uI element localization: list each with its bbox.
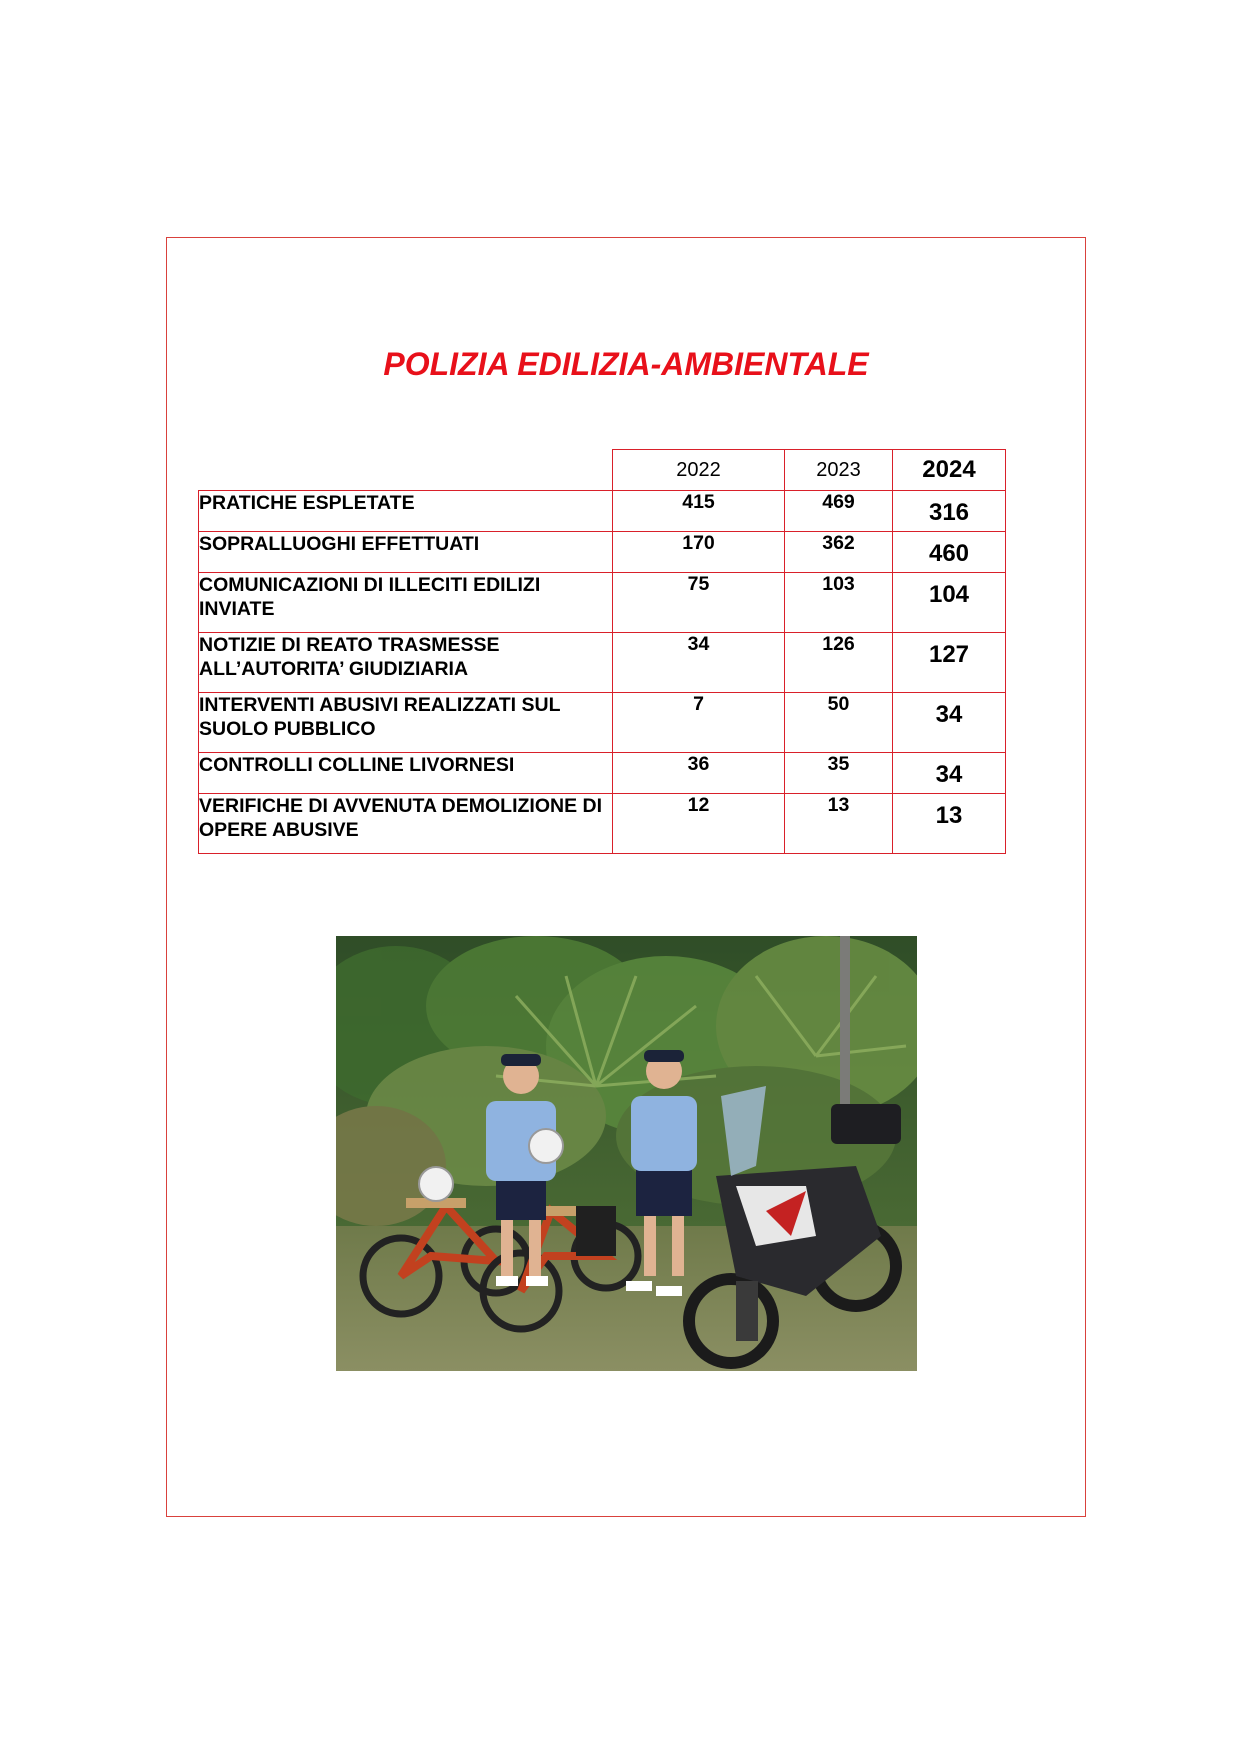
officers-with-bikes-photo [336,936,917,1371]
value-2023: 50 [785,693,893,753]
value-2023: 126 [785,633,893,693]
year-header-2024: 2024 [893,450,1006,491]
value-2022: 75 [613,573,785,633]
value-2024: 127 [893,633,1006,693]
value-2024: 104 [893,573,1006,633]
value-2023: 13 [785,794,893,854]
value-2024: 34 [893,693,1006,753]
table-header-blank [199,450,613,491]
row-label: PRATICHE ESPLETATE [199,491,613,532]
value-2024: 316 [893,491,1006,532]
statistics-table [198,449,1006,854]
row-label: COMUNICAZIONI DI ILLECITI EDILIZI INVIATE [199,573,613,633]
value-2023: 362 [785,532,893,573]
table-row [199,532,1006,573]
row-label: VERIFICHE DI AVVENUTA DEMOLIZIONE DI OPERE ABUSIVE [199,794,613,854]
row-label: NOTIZIE DI REATO TRASMESSE ALL’AUTORITA’ GIUDIZIARIA [199,633,613,693]
value-2024: 34 [893,753,1006,794]
table-row [199,693,1006,753]
value-2024: 460 [893,532,1006,573]
table-header-row [199,450,1006,491]
page-title: POLIZIA EDILIZIA-AMBIENTALE [383,346,869,382]
year-header-2022: 2022 [613,450,785,491]
row-label: CONTROLLI COLLINE LIVORNESI [199,753,613,794]
table-row [199,491,1006,532]
value-2023: 35 [785,753,893,794]
value-2022: 415 [613,491,785,532]
value-2022: 12 [613,794,785,854]
table-row [199,794,1006,854]
value-2022: 34 [613,633,785,693]
table-row [199,753,1006,794]
value-2022: 7 [613,693,785,753]
value-2024: 13 [893,794,1006,854]
table-row [199,573,1006,633]
value-2022: 170 [613,532,785,573]
row-label: INTERVENTI ABUSIVI REALIZZATI SUL SUOLO PUBBLICO [199,693,613,753]
value-2023: 469 [785,491,893,532]
table-row [199,633,1006,693]
row-label: SOPRALLUOGHI EFFETTUATI [199,532,613,573]
value-2022: 36 [613,753,785,794]
year-header-2023: 2023 [785,450,893,491]
value-2023: 103 [785,573,893,633]
